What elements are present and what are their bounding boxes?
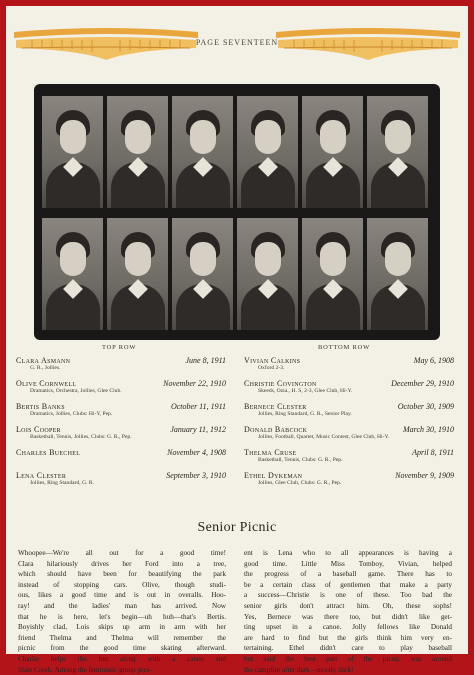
birth-date: September 3, 1910 (166, 471, 226, 480)
text-line: ent is Lena who to all appearances is having a (244, 549, 452, 557)
student-name: Clara Asmann (16, 356, 71, 365)
text-line: the campfire after dark—mostly dark! (244, 665, 354, 674)
student-portrait (367, 218, 428, 330)
activities: Jollies, Ring Standard, G. R. (30, 480, 95, 486)
student-portrait (302, 218, 363, 330)
student-name: Bertis Banks (16, 402, 65, 411)
text-line: Whoopee—We're all out for a good time! (18, 549, 226, 557)
activities: Dramatics, Orchestra, Jollies, Glee Club. (30, 388, 122, 394)
text-line: that he is here, let's begin—uh huh—that's Bertis. (18, 612, 226, 621)
roster-entry (16, 471, 226, 494)
text-line: which should have been for beautifying the park (18, 570, 226, 579)
birth-date: October 30, 1909 (397, 402, 454, 411)
birth-date: April 8, 1911 (412, 448, 454, 457)
student-portrait (172, 218, 233, 330)
student-portrait (42, 96, 103, 208)
text-line: be a certain class of gentlemen that make a party (244, 580, 452, 589)
student-portrait (172, 96, 233, 208)
activities: Jollies, Ring Standard, G. R., Senior Play. (258, 411, 352, 417)
text-line: tertaining. Ethel didn't care to play baseball (244, 644, 452, 653)
roster-entry (16, 448, 226, 471)
right-roster-column (244, 356, 454, 494)
student-portrait (107, 96, 168, 208)
student-name: Vivian Calkins (244, 356, 301, 365)
top-row-caption: TOP ROW (102, 344, 137, 351)
text-line: Clara hilariously drives her Ford into a tree, (18, 559, 226, 568)
page-title: PAGE SEVENTEEN (195, 38, 279, 47)
student-name: Donald Babcock (244, 425, 308, 434)
student-portrait (42, 218, 103, 330)
section-title: Senior Picnic (197, 520, 277, 535)
photo-grid (42, 96, 432, 332)
text-line: Slate Creek. Among the feministic group pres- (18, 665, 152, 674)
birth-date: May 6, 1908 (413, 356, 454, 365)
birth-date: November 9, 1909 (395, 471, 454, 480)
roster-entry (16, 356, 226, 379)
text-line: Yes, Bernece was there too, but didn't like get- (244, 612, 452, 621)
roster-entry (244, 379, 454, 402)
student-name: Christie Covington (244, 379, 317, 388)
activities: Basketball, Tennis, Clubs: G. R., Pep. (258, 457, 343, 463)
student-name: Lena Clester (16, 471, 67, 480)
text-line: good time. Little Miss Tomboy, Vivian, helped (244, 559, 452, 568)
activities: Jollies, Glee Club, Clubs: G. R., Pep. (258, 480, 342, 486)
student-name: Bernece Clester (244, 402, 307, 411)
bottom-row-caption: BOTTOM ROW (318, 344, 371, 351)
left-roster-column (16, 356, 226, 494)
roster-entry (244, 471, 454, 494)
birth-date: January 11, 1912 (170, 425, 226, 434)
roster-entry (16, 379, 226, 402)
student-portrait (367, 96, 428, 208)
roster-entry (16, 402, 226, 425)
birth-date: November 4, 1908 (167, 448, 226, 457)
text-line: a success—Christie is one of these. Too bad the (244, 591, 452, 600)
birth-date: March 30, 1910 (402, 425, 454, 434)
text-line: ous, likes a good time and is out in overalls. Hoo- (18, 591, 226, 600)
text-line: the progress of a baseball game. There has to (244, 570, 452, 579)
text-line: Boyishly clad, Lois skips up arm in arm with her (18, 623, 226, 632)
text-line: are hard to find but the girls think him very en- (244, 633, 452, 642)
birth-date: June 8, 1911 (185, 356, 226, 365)
body-text-right (244, 548, 452, 675)
text-line: ray! and the ladies' man has arrived. Now (18, 601, 226, 610)
student-portrait (302, 96, 363, 208)
birth-date: November 22, 1910 (163, 379, 226, 388)
roster-entry (244, 356, 454, 379)
text-line: but said the best part of the picnic was around (244, 654, 452, 663)
student-name: Olive Cornwell (16, 379, 77, 388)
text-line: senior girls don't attract him. Oh, these sophs! (244, 601, 452, 610)
activities: Jollies, Football, Quartet, Music Contest, Glee Club, Hi-Y. (258, 434, 390, 440)
roster-entry (16, 425, 226, 448)
student-name: Charles Buechel (16, 448, 81, 457)
photo-panel-frame (34, 84, 440, 340)
activities: Skeeds, Ozia., H. S, 2-3, Glee Club, Hi-Y. (258, 388, 353, 394)
student-portrait (237, 218, 298, 330)
roster-entry (244, 425, 454, 448)
activities: Basketball, Tennis, Jollies, Clubs: G. R., Pep. (30, 434, 132, 440)
student-portrait (237, 96, 298, 208)
activities: Dramatics, Jollies, Clubs: Hi-Y, Pep. (30, 411, 113, 417)
birth-date: October 11, 1911 (170, 402, 226, 411)
text-line: picnic from the good time skating afterward. (18, 644, 226, 653)
activities: G. R., Jollies. (30, 365, 61, 371)
text-line: ting upset in a canoe. Jolly fellows like Donald (244, 623, 452, 632)
student-name: Lois Cooper (16, 425, 61, 434)
yearbook-page (6, 6, 468, 674)
body-text-left (18, 548, 226, 675)
birth-date: December 29, 1910 (391, 379, 454, 388)
text-line: instead of stopping cars. Olive, though studi- (18, 580, 226, 589)
activities: Oxford 2-3. (258, 365, 285, 371)
text-line: friend Thelma and Thelma will remember the (18, 633, 226, 642)
text-line: Charlie helps the fun along with a canoe and (18, 654, 226, 663)
student-name: Ethel Dykeman (244, 471, 303, 480)
roster-entry (244, 448, 454, 471)
student-name: Thelma Cruse (244, 448, 297, 457)
student-portrait (107, 218, 168, 330)
roster-entry (244, 402, 454, 425)
